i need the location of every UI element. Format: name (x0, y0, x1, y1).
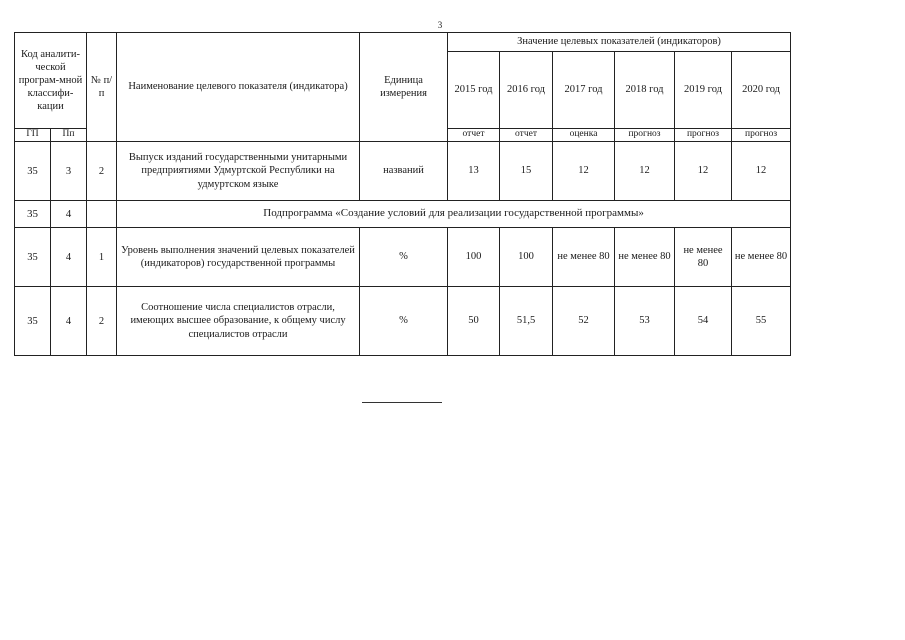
cell-unit: % (360, 287, 448, 356)
cell-value: 15 (500, 142, 553, 201)
header-year: 2015 год (448, 52, 500, 129)
cell-value: 13 (448, 142, 500, 201)
header-year-status: прогноз (732, 129, 791, 142)
header-num: № п/п (87, 33, 117, 142)
cell-indicator-name: Уровень выполнения значений целевых показателей (индикаторов) государственной программы (117, 228, 360, 287)
header-year-status: прогноз (615, 129, 675, 142)
cell-unit: % (360, 228, 448, 287)
cell-num: 1 (87, 228, 117, 287)
header-values: Значение целевых показателей (индикаторов) (448, 33, 791, 52)
cell-pp: 4 (51, 287, 87, 356)
table-row (15, 287, 791, 356)
header-year: 2019 год (675, 52, 732, 129)
cell-value: не менее 80 (615, 228, 675, 287)
indicators-table (14, 32, 791, 356)
cell-value: 55 (732, 287, 791, 356)
cell-value: не менее 80 (732, 228, 791, 287)
end-divider-line (362, 402, 442, 403)
page-number: 3 (437, 20, 443, 30)
cell-pp: 3 (51, 142, 87, 201)
table-row (15, 201, 791, 228)
cell-value: 12 (553, 142, 615, 201)
header-unit: Единица измерения (360, 33, 448, 142)
cell-gp: 35 (15, 142, 51, 201)
header-pp: Пп (51, 129, 87, 142)
table-row (15, 142, 791, 201)
table-row (15, 228, 791, 287)
cell-value: 50 (448, 287, 500, 356)
cell-value: не менее 80 (553, 228, 615, 287)
cell-num (87, 201, 117, 228)
header-year: 2020 год (732, 52, 791, 129)
cell-indicator-name: Соотношение числа специалистов отрасли, имеющих высшее образование, к общему числу специалистов отрасли (117, 287, 360, 356)
header-name: Наименование целевого показателя (индикатора) (117, 33, 360, 142)
header-year-status: оценка (553, 129, 615, 142)
cell-unit: названий (360, 142, 448, 201)
cell-value: 51,5 (500, 287, 553, 356)
header-year-status: отчет (500, 129, 553, 142)
cell-value: не менее 80 (675, 228, 732, 287)
cell-value: 52 (553, 287, 615, 356)
header-year: 2017 год (553, 52, 615, 129)
header-year: 2018 год (615, 52, 675, 129)
cell-pp: 4 (51, 228, 87, 287)
header-year: 2016 год (500, 52, 553, 129)
cell-num: 2 (87, 142, 117, 201)
cell-num: 2 (87, 287, 117, 356)
cell-value: 54 (675, 287, 732, 356)
cell-value: 100 (500, 228, 553, 287)
cell-value: 12 (675, 142, 732, 201)
cell-pp: 4 (51, 201, 87, 228)
header-year-status: прогноз (675, 129, 732, 142)
header-year-status: отчет (448, 129, 500, 142)
cell-value: 12 (615, 142, 675, 201)
cell-gp: 35 (15, 201, 51, 228)
cell-gp: 35 (15, 287, 51, 356)
cell-value: 100 (448, 228, 500, 287)
subprogram-title: Подпрограмма «Создание условий для реализации государственной программы» (117, 201, 791, 228)
cell-indicator-name: Выпуск изданий государственными унитарными предприятиями Удмуртской Республики на удмуртском языке (117, 142, 360, 201)
cell-value: 12 (732, 142, 791, 201)
header-gp: ГП (15, 129, 51, 142)
cell-gp: 35 (15, 228, 51, 287)
cell-value: 53 (615, 287, 675, 356)
header-code: Код аналити-ческой програм-мной классифи-кации (15, 33, 87, 129)
